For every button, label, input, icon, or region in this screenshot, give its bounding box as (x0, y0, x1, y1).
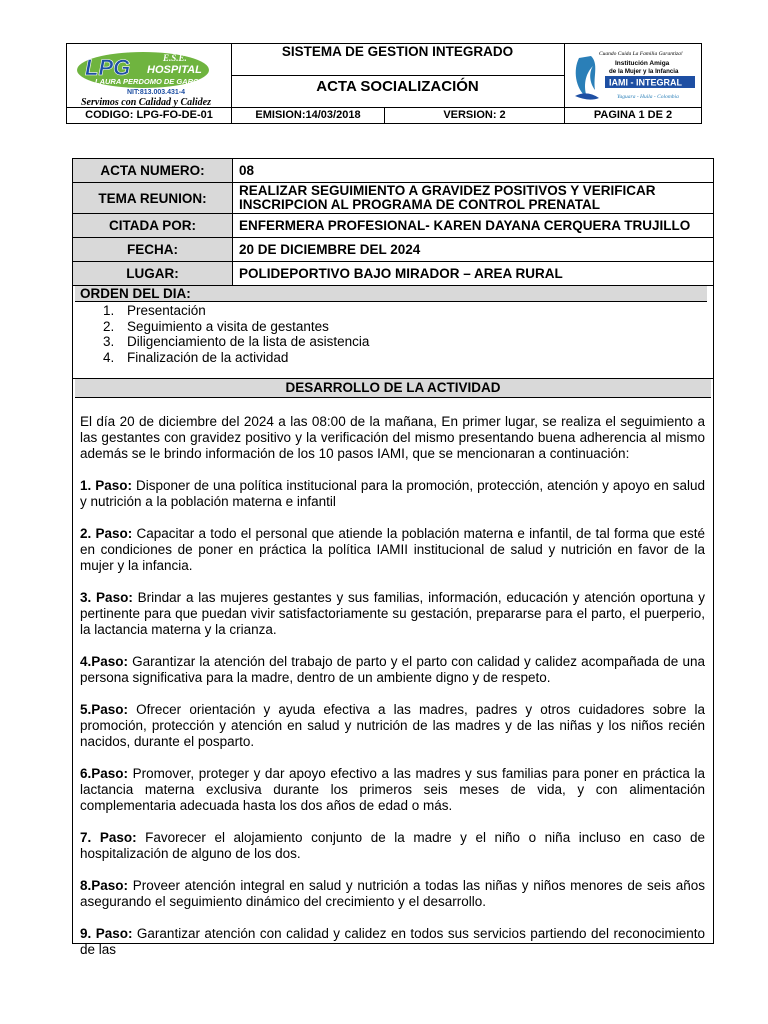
paso-text: Ofrecer orientación y ayuda efectiva a las madres, padres y otros cuidadores sobre la promoción, protección y atención en salud y nutrición de las madres y de las niñas y los niños recién nacidos, durante el posparto. (80, 702, 705, 749)
list-item-number: 2. (103, 318, 115, 334)
label-fecha: FECHA: (73, 238, 233, 261)
meta-emision: EMISION:14/03/2018 (255, 109, 361, 121)
paso-paragraph (80, 654, 705, 686)
logo-nit-text: NIT:813.003.431-4 (127, 89, 185, 96)
list-item-number: 4. (103, 349, 115, 365)
value-citada-por: ENFERMERA PROFESIONAL- KAREN DAYANA CERQUERA TRUJILLO (239, 217, 691, 233)
paso-text: Brindar a las mujeres gestantes y sus familias, información, educación y atención oportuna y pertinente para que puedan vivir satisfactoriamente su gestación, prepararse para el parto, el puerperio, la lactancia materna y la crianza. (80, 590, 705, 637)
paso-paragraph (80, 878, 705, 910)
paso-paragraph (80, 766, 705, 814)
iami-footer-text: Yaguara - Huila - Colombia (617, 94, 679, 100)
paso-label: 8.Paso: (80, 878, 129, 893)
row-lugar (73, 262, 713, 286)
iami-top-text: Cuando Cuida La Familia Garantiza! (599, 51, 683, 57)
list-item-text: Diligenciamiento de la lista de asistencia (127, 334, 370, 349)
value-lugar: POLIDEPORTIVO BAJO MIRADOR – AREA RURAL (239, 265, 563, 281)
paso-paragraph (80, 590, 705, 638)
paso-label: 7. Paso: (80, 830, 137, 845)
paso-paragraph (80, 830, 705, 862)
paso-text: Favorecer el alojamiento conjunto de la madre y el niño o niña incluso en caso de hospitalización de alguno de los dos. (80, 830, 705, 861)
label-tema-reunion: TEMA REUNION: (73, 183, 233, 213)
divider (232, 75, 564, 76)
paso-text: Proveer atención integral en salud y nutrición a todas las niñas y niños menores de seis años asegurando el seguimiento dinámico del crecimiento y el desarrollo. (80, 878, 705, 909)
list-item-number: 3. (103, 334, 115, 349)
row-tema-reunion (73, 183, 713, 214)
intro-paragraph: El día 20 de diciembre del 2024 a las 08:00 de la mañana, En primer lugar, se realiza el seguimiento a las gestantes con gravidez positivo y la verificación del mismo presentando buena adherencia al mismo además se le brindo información de los 10 pasos IAMI, que se mencionaran a continuación: (80, 414, 705, 461)
row-acta-numero (73, 159, 713, 183)
iami-logo (569, 46, 699, 106)
paso-label: 1. Paso: (80, 478, 133, 493)
paso-text: Promover, proteger y dar apoyo efectivo a las madres y sus familias para poner en práctica la lactancia materna exclusiva durante los primeros seis meses de vida, y con alimentación complementaria adecuada hasta los dos años de edad o más. (80, 766, 705, 813)
list-item (103, 319, 369, 335)
logo-brand-text: LPG (85, 55, 131, 80)
paso-text: Disponer de una política institucional para la promoción, protección, atención y apoyo en salud y nutrición a la población materna e infantil (80, 478, 705, 509)
list-item-text: Finalización de la actividad (127, 349, 289, 365)
value-acta-numero: 08 (239, 162, 255, 178)
list-item (103, 350, 369, 366)
paso-label: 4.Paso: (80, 654, 129, 669)
meta-version: VERSION: 2 (443, 109, 506, 121)
paso-paragraph (80, 526, 705, 574)
iami-line1: Institución Amiga (615, 60, 670, 67)
paso-label: 3. Paso: (80, 590, 133, 605)
paso-label: 5.Paso: (80, 702, 129, 717)
list-item (103, 334, 369, 350)
row-fecha (73, 238, 713, 262)
system-title: SISTEMA DE GESTION INTEGRADO (281, 44, 514, 59)
meta-codigo: CODIGO: LPG-FO-DE-01 (85, 109, 213, 121)
label-citada-por: CITADA POR: (73, 214, 233, 237)
row-citada-por (73, 214, 713, 238)
logo-slogan-text: Servimos con Calidad y Calidez (81, 97, 211, 108)
paso-text: Garantizar atención con calidad y calidez en todos sus servicios partiendo del reconocimiento de las (80, 926, 705, 957)
logo-name-text: LAURA PERDOMO DE GARCIA (95, 77, 206, 86)
paso-text: Garantizar la atención del trabajo de parto y el parto con calidad y calidez acompañada de una persona significativa para la madre, dentro de un ambiente digno y de respeto. (80, 654, 705, 685)
iami-line2: de la Mujer y la Infancia (609, 68, 679, 75)
list-item-text: Seguimiento a visita de gestantes (127, 318, 329, 334)
desarrollo-body (80, 414, 705, 974)
list-item-number: 1. (103, 303, 115, 318)
paso-label: 2. Paso: (80, 526, 133, 541)
paso-label: 6.Paso: (80, 766, 129, 781)
document-header (66, 43, 702, 124)
paso-text: Capacitar a todo el personal que atiende la población materna e infantil, de tal forma que esté en condiciones de poner en práctica la política IAMII institucional de salud y nutrición en favor de la mujer y la infancia. (80, 526, 705, 573)
logo-hospital-text: HOSPITAL (147, 64, 202, 76)
value-fecha: 20 DE DICIEMBRE DEL 2024 (239, 241, 421, 257)
orden-del-dia-heading: ORDEN DEL DIA: (75, 286, 707, 302)
paso-paragraph (80, 478, 705, 510)
label-lugar: LUGAR: (73, 262, 233, 285)
hospital-logo (71, 47, 229, 107)
meta-pagina: PAGINA 1 DE 2 (593, 109, 673, 121)
orden-list (103, 303, 369, 365)
list-item (103, 303, 369, 319)
list-item-text: Presentación (127, 303, 206, 318)
logo-ese-text: E.S.E. (163, 53, 187, 63)
paso-paragraph (80, 926, 705, 958)
paso-paragraph (80, 702, 705, 750)
iami-badge-text: IAMI - INTEGRAL (609, 77, 682, 88)
label-acta-numero: ACTA NUMERO: (73, 159, 233, 182)
value-tema-reunion: REALIZAR SEGUIMIENTO A GRAVIDEZ POSITIVOS Y VERIFICAR INSCRIPCION AL PROGRAMA DE CONTROL PRENATAL (239, 183, 656, 212)
paso-label: 9. Paso: (80, 926, 133, 941)
doc-title: ACTA SOCIALIZACIÓN (316, 78, 479, 95)
acta-form (72, 158, 714, 957)
desarrollo-heading: DESARROLLO DE LA ACTIVIDAD (75, 379, 711, 398)
